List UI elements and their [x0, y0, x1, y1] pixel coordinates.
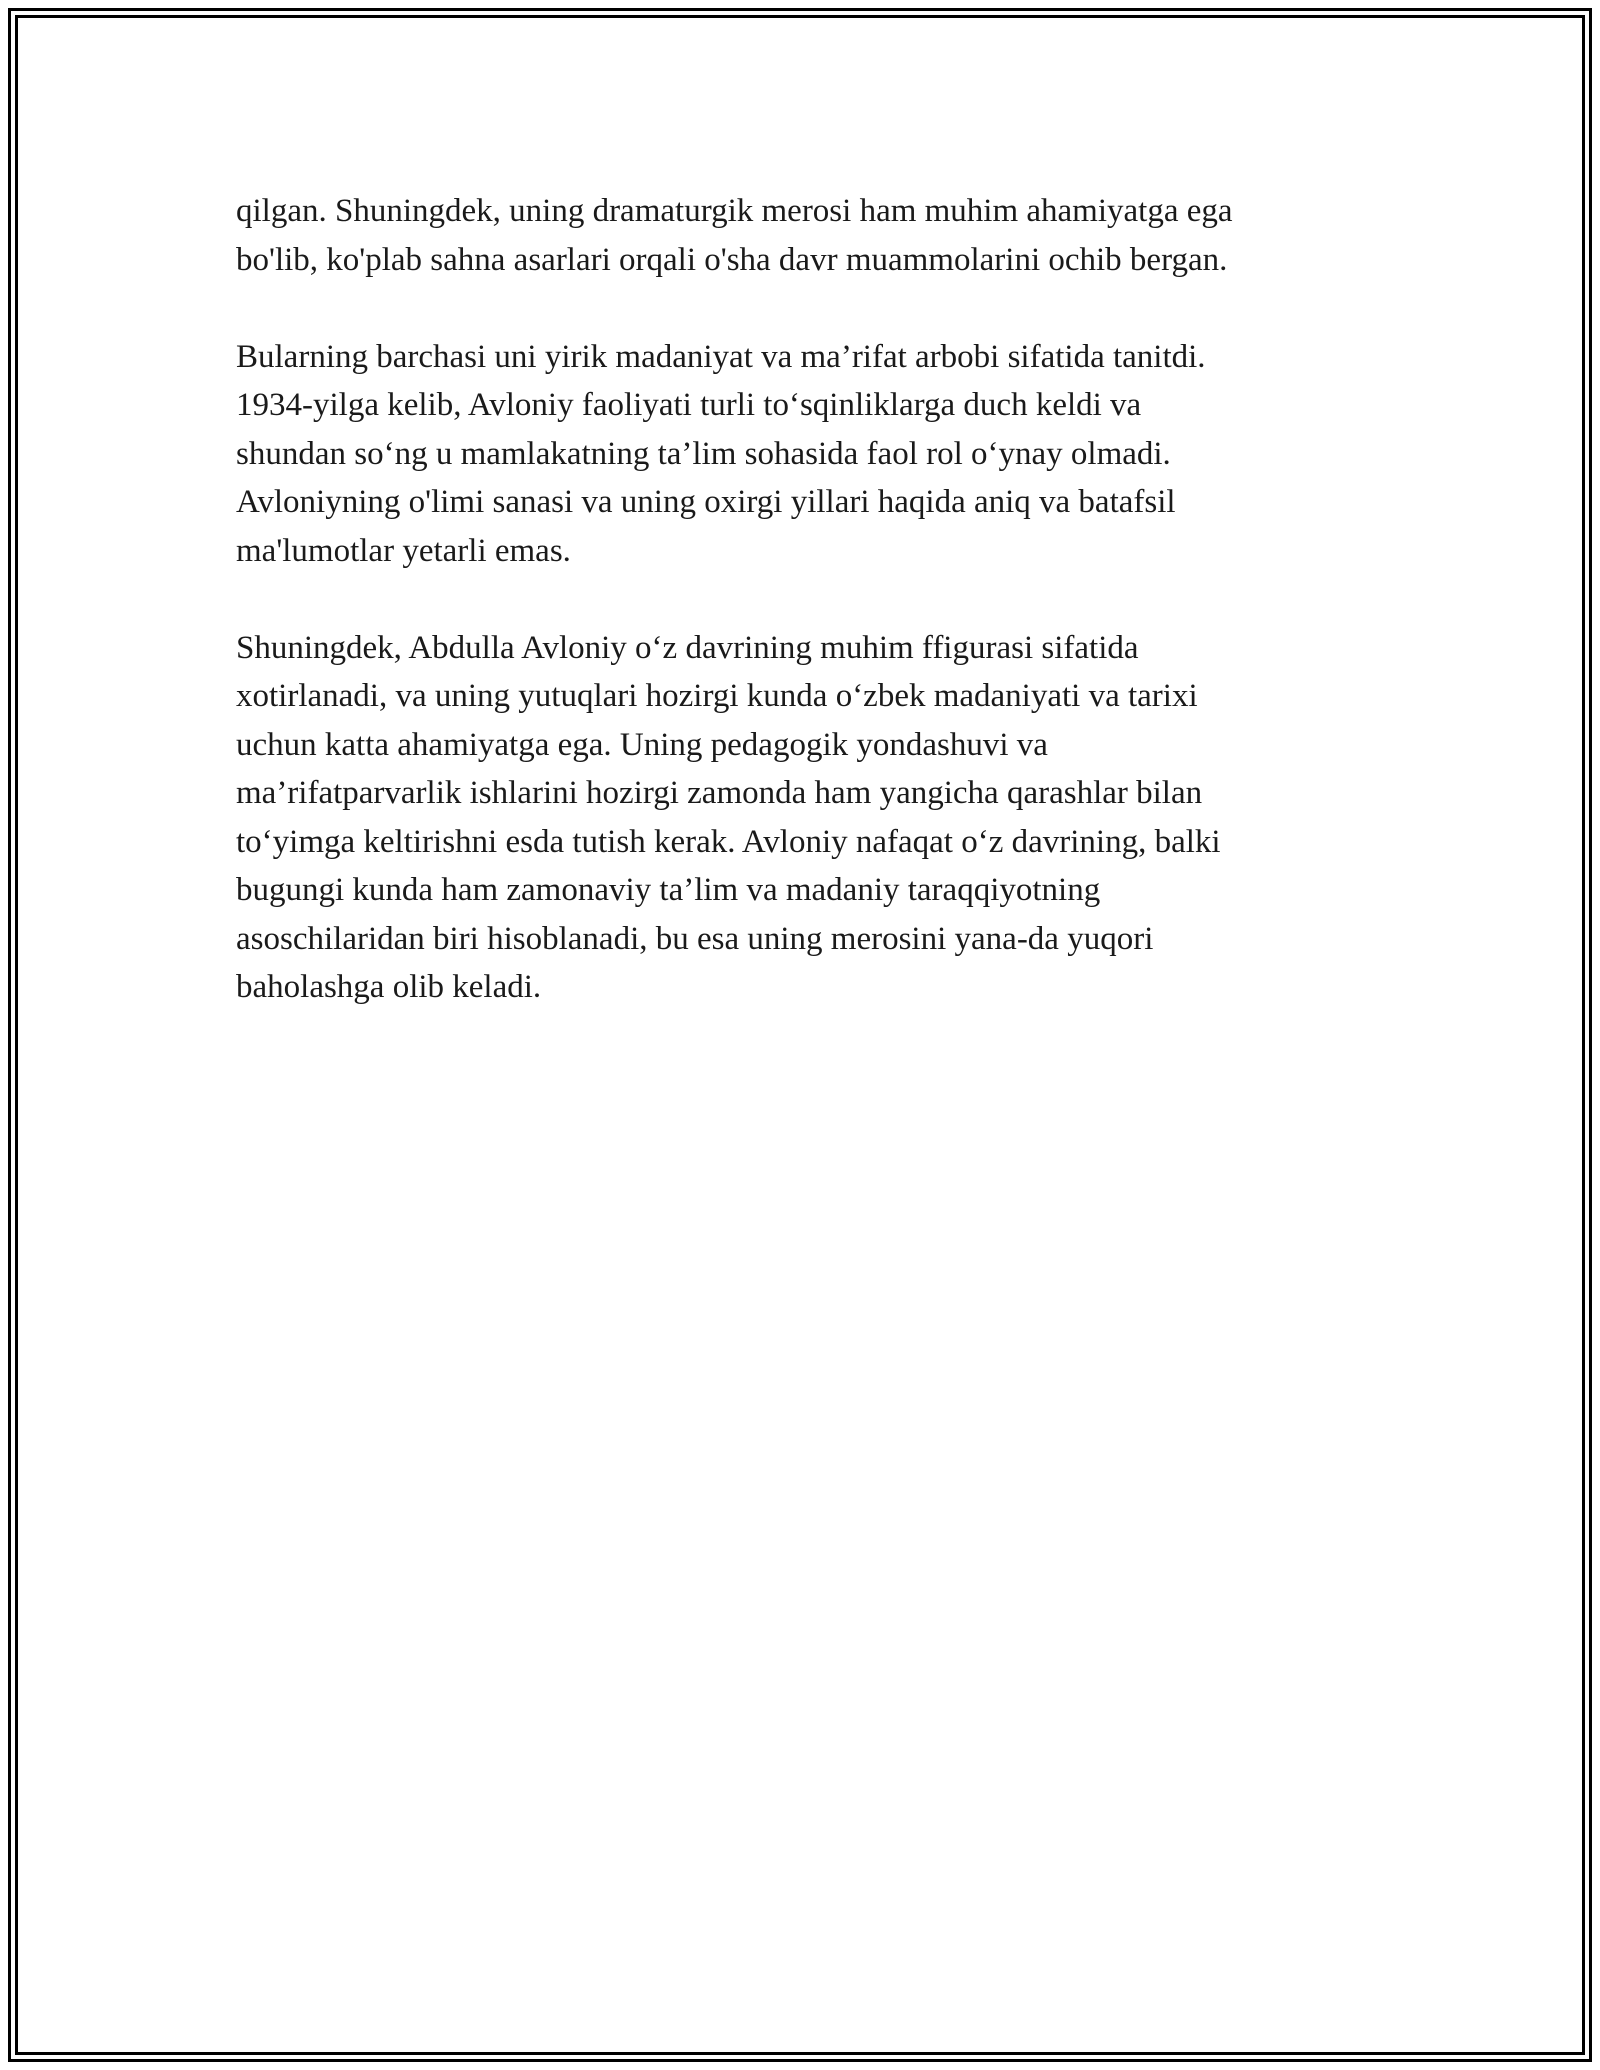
- text-line: Shuningdek, Abdulla Avloniy o‘z davrining muhim ffigurasi sifatida: [236, 629, 1139, 666]
- document-body: [236, 187, 1356, 1060]
- text-line: qilgan. Shuningdek, uning dramaturgik merosi ham muhim ahamiyatga ega: [236, 193, 1233, 229]
- text-line: Bularning barchasi uni yirik madaniyat va ma’rifat arbobi sifatida tanitdi.: [236, 338, 1206, 375]
- paragraph-3: [236, 624, 1356, 1012]
- text-line: uchun katta ahamiyatga ega. Uning pedagogik yondashuvi va: [236, 726, 1048, 763]
- text-line: Avloniyning o'limi sanasi va uning oxirgi yillari haqida aniq va batafsil: [236, 484, 1176, 520]
- text-line: bugungi kunda ham zamonaviy ta’lim va madaniy taraqqiyotning: [236, 872, 1101, 908]
- text-line: ma'lumotlar yetarli emas.: [236, 532, 571, 569]
- text-line: bo'lib, ko'plab sahna asarlari orqali o'sha davr muammolarini ochib bergan.: [236, 241, 1228, 278]
- text-line: 1934-yilga kelib, Avloniy faoliyati turli to‘sqinliklarga duch keldi va: [236, 387, 1142, 423]
- text-line: asoschilaridan biri hisoblanadi, bu esa uning merosini yana-da yuqori: [236, 920, 1154, 957]
- paragraph-1: [236, 187, 1356, 284]
- text-line: ma’rifatparvarlik ishlarini hozirgi zamonda ham yangicha qarashlar bilan: [236, 775, 1203, 811]
- text-line: to‘yimga keltirishni esda tutish kerak. Avloniy nafaqat o‘z davrining, balki: [236, 823, 1221, 860]
- text-line: xotirlanadi, va uning yutuqlari hozirgi kunda o‘zbek madaniyati va tarixi: [236, 678, 1198, 714]
- text-line: baholashga olib keladi.: [236, 969, 542, 1005]
- text-line: shundan so‘ng u mamlakatning ta’lim sohasida faol rol o‘ynay olmadi.: [236, 435, 1171, 472]
- paragraph-2: [236, 333, 1356, 576]
